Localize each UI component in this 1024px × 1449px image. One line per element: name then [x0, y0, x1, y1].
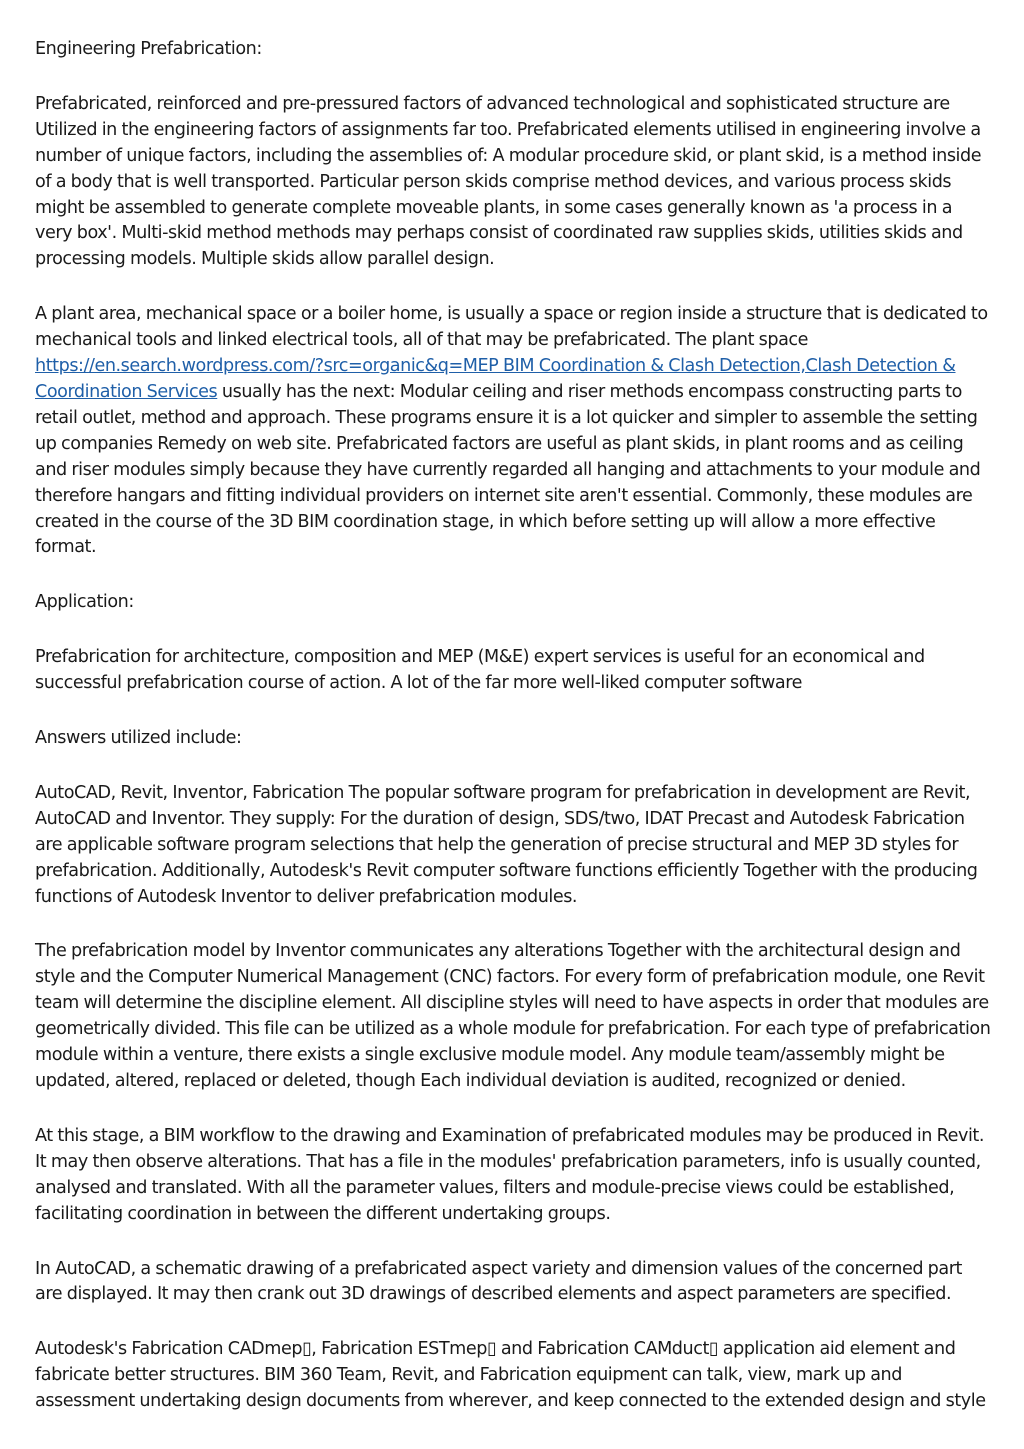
paragraph-autodesk-fabrication: Autodesk's Fabrication CADmep▯, Fabrication ESTmep▯ and Fabrication CAMduct▯ application aid element and fabricate better structures. BIM 360 Team, Revit, and Fabrication equipment can talk, view, mark up and assessment undertaking design documents from wherever, and keep connected to the extended design and style	[35, 1339, 986, 1412]
search-link[interactable]: https://en.search.wordpress.com/?src=organic&q=MEP BIM Coordination & Clash Detection,Clash Detection & Coordination Services	[35, 356, 956, 402]
paragraph-plant-area-text-start: A plant area, mechanical space or a boiler home, is usually a space or region inside a structure that is dedicated to mechanical tools and linked electrical tools, all of that may be prefabricated. The plant space	[35, 304, 988, 351]
paragraph-autocad-schematic: In AutoCAD, a schematic drawing of a prefabricated aspect variety and dimension values of the concerned part are displayed. It may then crank out 3D drawings of described elements and aspect parameters are specified.	[35, 1258, 962, 1305]
paragraph-software-programs: AutoCAD, Revit, Inventor, Fabrication The popular software program for prefabrication in development are Revit, AutoCAD and Inventor. They supply: For the duration of design, SDS/two, IDAT Precast and Autodesk Fabrication are applicable software program selections that help the generation of precise structural and MEP 3D styles for prefabrication. Additionally, Autodesk's Revit computer software functions efficiently Together with the producing functions of Autodesk Inventor to deliver prefabrication modules.	[35, 782, 978, 907]
paragraph-prefabrication-architecture: Prefabrication for architecture, composition and MEP (M&E) expert services is useful for an economical and successful prefabrication course of action. A lot of the far more well-liked computer software	[35, 647, 925, 694]
section-heading-application: Application:	[35, 592, 134, 613]
section-heading-answers-utilized: Answers utilized include:	[35, 728, 242, 749]
section-heading-engineering-prefabrication: Engineering Prefabrication:	[35, 39, 262, 59]
paragraph-plant-area-text-end: usually has the next: Modular ceiling and riser methods encompass constructing parts to retail outlet, method and approach. These programs ensure it is a lot quicker and simpler to assemble the setting up companies Remedy on web site. Prefabricated factors are useful as plant skids, in plant rooms and as ceiling and riser modules simply because they have currently regarded all hanging and attachments to your module and therefore hangars and fitting individual providers on internet site aren't essential. Commonly, these modules are created in the course of the 3D BIM coordination stage, in which before setting up will allow a more effective format.	[35, 381, 981, 558]
paragraph-prefabricated-elements: Prefabricated, reinforced and pre-pressured factors of advanced technological and sophisticated structure are Utilized in the engineering factors of assignments far too. Prefabricated elements utilised in engineering involve a number of unique factors, including the assemblies of: A modular procedure skid, or plant skid, is a method inside of a body that is well transported. Particular person skids comprise method devices, and various process skids might be assembled to generate complete moveable plants, in some cases generally known as 'a process in a very box'. Multi-skid method methods may perhaps consist of coordinated raw supplies skids, utilities skids and processing models. Multiple skids allow parallel design.	[35, 93, 982, 270]
paragraph-bim-workflow: At this stage, a BIM workflow to the drawing and Examination of prefabricated modules may be produced in Revit. It may then observe alterations. That has a file in the modules' prefabrication parameters, info is usually counted, analysed and translated. With all the parameter values, filters and module-precise views could be established, facilitating coordination in between the different undertaking groups.	[35, 1125, 984, 1224]
paragraph-plant-area	[35, 302, 992, 561]
paragraph-inventor-model: The prefabrication model by Inventor communicates any alterations Together with the architectural design and style and the Computer Numerical Management (CNC) factors. For every form of prefabrication module, one Revit team will determine the discipline element. All discipline styles will need to have aspects in order that modules are geometrically divided. This file can be utilized as a whole module for prefabrication. For each type of prefabrication module within a venture, there exists a single exclusive module model. Any module team/assembly might be updated, altered, replaced or deleted, though Each individual deviation is audited, recognized or denied.	[35, 941, 991, 1091]
